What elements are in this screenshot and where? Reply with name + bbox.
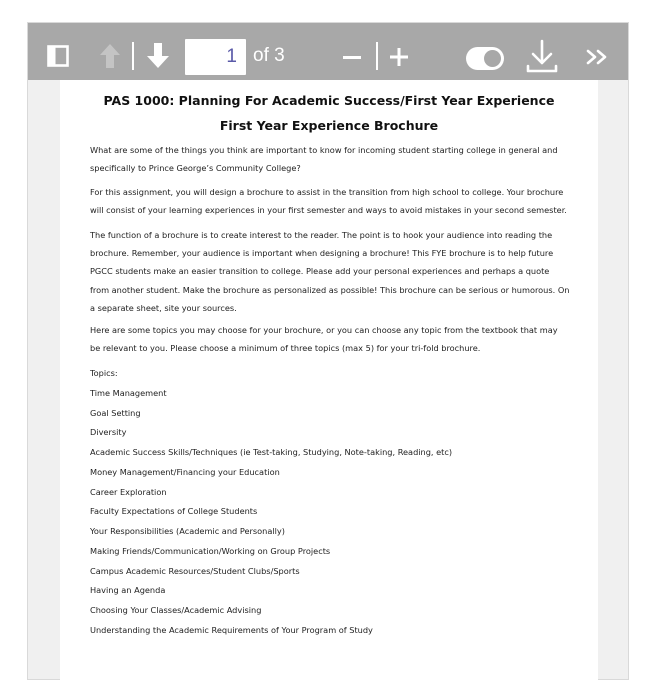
document-title: PAS 1000: Planning For Academic Success/First Year Experience (103, 93, 555, 108)
toolbar-divider (132, 42, 134, 70)
list-item: Money Management/Financing your Education (90, 467, 280, 477)
list-item: Campus Academic Resources/Student Clubs/Sports (90, 566, 300, 576)
toggle-knob (484, 50, 501, 67)
sidebar-toggle-icon[interactable] (47, 45, 69, 67)
topics-label: Topics: (90, 368, 118, 378)
list-item: Diversity (90, 427, 127, 437)
double-chevron-right-icon[interactable] (586, 49, 608, 65)
list-item: Academic Success Skills/Techniques (ie Test-taking, Studying, Note-taking, Reading, etc) (90, 447, 453, 457)
download-icon[interactable] (526, 39, 558, 73)
list-item: Career Exploration (90, 487, 167, 497)
list-item: Faculty Expectations of College Students (90, 506, 258, 516)
list-item: Your Responsibilities (Academic and Personally) (90, 526, 285, 536)
page-count-label: of 3 (253, 45, 285, 66)
list-item: Goal Setting (90, 408, 141, 418)
minus-icon[interactable] (343, 56, 361, 60)
paragraph: Here are some topics you may choose for your brochure, or you can choose any topic from the textbook that may be relevant to you. Please choose a minimum of three topics (max 5) for your tri-fold brochure. (90, 325, 558, 354)
list-item: Making Friends/Communication/Working on Group Projects (90, 546, 331, 556)
paragraph: The function of a brochure is to create interest to the reader. The point is to hook your audience into reading the brochure. Remember, your audience is important when designing a brochure! This FYE brochure is to help future PGCC students make an easier transition to college. Please add your personal experiences and perhaps a quote from another student. Make the brochure as personalized as possible! This brochure can be serious or humorous. On a separate sheet, site your sources. (90, 230, 570, 313)
list-item: Having an Agenda (90, 585, 166, 595)
toolbar-divider (376, 42, 378, 70)
document-subtitle: First Year Experience Brochure (219, 118, 439, 133)
pdf-toolbar (28, 23, 628, 80)
paragraph: What are some of the things you think are important to know for incoming student starting college in general and specifically to Prince George’s Community College? (90, 145, 558, 174)
plus-icon[interactable] (390, 48, 408, 66)
list-item: Time Management (90, 388, 167, 398)
arrow-up-icon[interactable] (99, 43, 121, 69)
page-number-input[interactable]: 1 (185, 39, 246, 75)
toggle-switch[interactable] (466, 47, 504, 70)
list-item: Understanding the Academic Requirements of Your Program of Study (90, 625, 373, 635)
paragraph: For this assignment, you will design a brochure to assist in the transition from high school to college. Your brochure will consist of your learning experiences in your first semester and ways to avoid mistakes in your second semester. (90, 187, 567, 216)
pdf-viewer (27, 22, 629, 680)
pdf-page (60, 80, 598, 680)
list-item: Choosing Your Classes/Academic Advising (90, 605, 262, 615)
arrow-down-icon[interactable] (146, 42, 170, 69)
